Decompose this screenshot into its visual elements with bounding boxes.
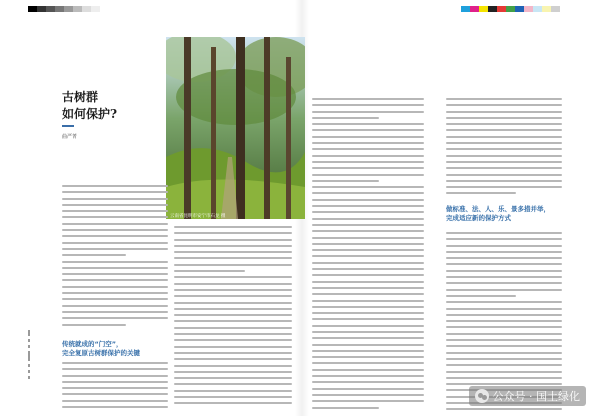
byline: 曲严菁 bbox=[62, 134, 78, 140]
section-subhead: 做标准、法、人、乐、景多措并举， 完成适应新的保护方式 bbox=[446, 205, 550, 222]
wechat-icon bbox=[475, 389, 489, 403]
page-folio bbox=[28, 330, 30, 379]
body-column bbox=[62, 185, 168, 330]
article-title-line: 如何保护? bbox=[62, 107, 118, 121]
photo-caption: 云南省昆明市安宁市石龙 摄 bbox=[170, 214, 226, 219]
article-title bbox=[62, 89, 117, 123]
forest-photo bbox=[166, 37, 305, 219]
body-column bbox=[446, 98, 562, 199]
body-column bbox=[312, 98, 424, 413]
section-subhead: 传统就成的“门空”， 完全复原古树群保护的关键 bbox=[62, 340, 140, 357]
wechat-watermark bbox=[469, 386, 587, 406]
title-rule bbox=[62, 125, 74, 127]
color-registration-strip bbox=[461, 6, 560, 12]
body-column bbox=[62, 362, 168, 412]
color-registration-strip bbox=[28, 6, 100, 12]
body-column bbox=[174, 226, 292, 409]
article-title-line: 古树群 bbox=[62, 90, 99, 104]
watermark-text: 公众号 · 国土绿化 bbox=[492, 390, 580, 403]
